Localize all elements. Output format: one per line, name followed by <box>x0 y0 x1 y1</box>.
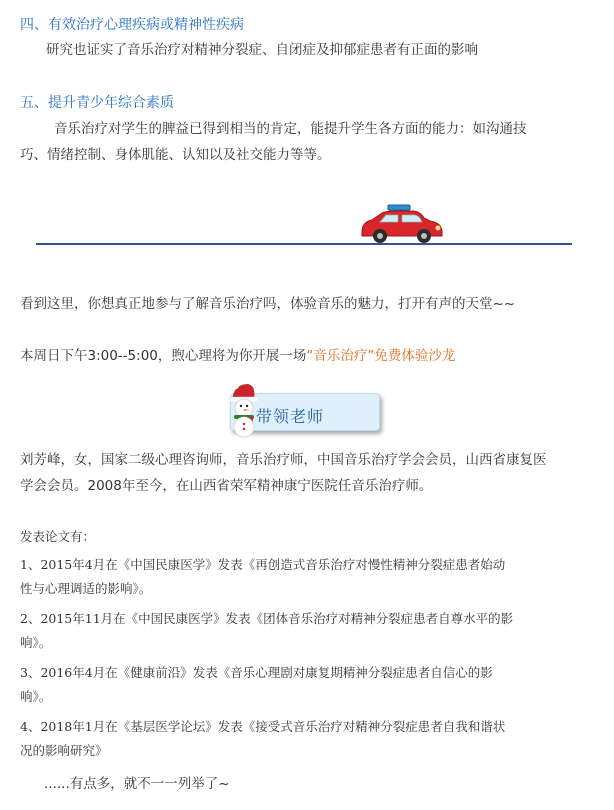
invite-text: 看到这里，你想真正地参与了解音乐治疗吗，体验音乐的魅力，打开有声的天堂~~ <box>20 296 516 312</box>
teacher-bio-line1: 刘芳峰，女，国家二级心理咨询师，音乐治疗师，中国音乐治疗学会会员，山西省康复医 <box>20 452 547 468</box>
publications-ending: ......有点多，就不一一列举了~ <box>44 776 230 792</box>
section5-heading: 五、提升青少年综合素质 <box>20 95 174 111</box>
publication-4-line1: 4、2018年1月在《基层医学论坛》发表《接受式音乐治疗对精神分裂症患者自我和谐状 <box>20 719 506 734</box>
publication-2-line2: 响》。 <box>20 635 52 650</box>
section5-line1: 音乐治疗对学生的脾益已得到相当的肯定，能提升学生各方面的能力：如沟通技 <box>54 121 527 137</box>
publication-2-line1: 2、2015年11月在《中国民康医学》发表《团体音乐治疗对精神分裂症患者自尊水平的影 <box>20 611 514 626</box>
teacher-bio-line2: 学会会员。2008年至今，在山西省荣军精神康宁医院任音乐治疗师。 <box>20 478 433 494</box>
publication-1-line2: 性与心理调适的影响》。 <box>20 581 152 596</box>
red-car-icon <box>356 198 448 250</box>
teacher-badge-label: 带领老师 <box>256 407 325 426</box>
section5-line2: 巧、情绪控制、身体肌能、认知以及社交能力等等。 <box>20 147 331 163</box>
section4-text: 研究也证实了音乐治疗对精神分裂症、自闭症及抑郁症患者有正面的影响 <box>46 42 478 58</box>
publications-title: 发表论文有： <box>20 529 96 544</box>
event-highlight: “音乐治疗”免费体验沙龙 <box>306 348 456 364</box>
publication-3-line2: 响》。 <box>20 689 52 704</box>
road-divider <box>36 243 572 245</box>
publication-4-line2: 况的影响研究》 <box>20 743 108 758</box>
snowman-icon <box>222 380 268 438</box>
section4-heading: 四、有效治疗心理疾病或精神性疾病 <box>20 17 244 33</box>
event-text <box>20 344 455 368</box>
publication-1-line1: 1、2015年4月在《中国民康医学》发表《再创造式音乐治疗对慢性精神分裂症患者始动 <box>20 557 506 572</box>
publication-3-line1: 3、2016年4月在《健康前沿》发表《音乐心理剧对康复期精神分裂症患者自信心的影 <box>20 665 493 680</box>
event-prefix: 本周日下午3:00--5:00，煦心理将为你开展一场 <box>20 348 307 364</box>
